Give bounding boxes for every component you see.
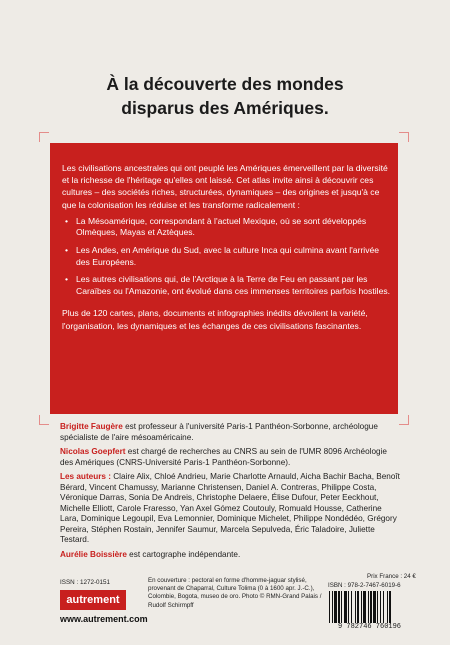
barcode-bar bbox=[351, 591, 352, 623]
headline bbox=[0, 72, 450, 120]
author-bio: Aurélie Boissière est cartographe indépendante. bbox=[60, 549, 241, 559]
crop-mark bbox=[399, 132, 409, 142]
headline-line-2: disparus des Amériques. bbox=[121, 98, 329, 118]
barcode-bar bbox=[341, 591, 342, 623]
barcode-bar bbox=[355, 591, 356, 623]
publisher-logo: autrement bbox=[60, 590, 126, 610]
crop-mark bbox=[39, 415, 49, 425]
author-name: Nicolas Goepfert bbox=[60, 447, 126, 456]
crop-mark bbox=[399, 415, 409, 425]
price: Prix France : 24 € bbox=[367, 573, 416, 580]
barcode-bar bbox=[348, 591, 349, 623]
barcode-bar bbox=[344, 591, 347, 623]
barcode-bar bbox=[370, 591, 372, 623]
barcode-bar bbox=[389, 591, 391, 623]
barcode-bar bbox=[357, 591, 359, 623]
author-name: Aurélie Boissière bbox=[60, 549, 127, 559]
barcode-bar bbox=[368, 591, 369, 623]
blurb-closing: Plus de 120 cartes, plans, documents et infographies inédits dévoilent la variété, l'organisation, les dynamiques et les échanges de ces civilisations fascinantes. bbox=[62, 308, 368, 331]
list-item: • Les autres civilisations qui, de l'Arctique à la Terre de Feu en passant par les Caraïbes ou l'Amazonie, ont évolué dans ces immenses territoires parfois hostiles. bbox=[65, 274, 391, 296]
list-item: • Les Andes, en Amérique du Sud, avec la culture Inca qui culmina avant l'arrivée des Européens. bbox=[65, 245, 380, 267]
author-bio: Brigitte Faugère est professeur à l'université Paris-1 Panthéon-Sorbonne, archéologue spécialiste de l'aire mésoaméricaine. bbox=[60, 422, 378, 442]
list-item: • La Mésoamérique, correspondant à l'actuel Mexique, où se sont développés Olmèques, Mayas et Aztèques. bbox=[65, 215, 367, 238]
barcode bbox=[327, 591, 412, 631]
barcode-bar bbox=[332, 591, 333, 623]
bullet-icon: • bbox=[65, 215, 69, 226]
bullet-icon: • bbox=[65, 274, 69, 285]
barcode-bar bbox=[380, 591, 381, 623]
barcode-bar bbox=[361, 591, 362, 623]
barcode-bar bbox=[373, 591, 376, 623]
author-name: Brigitte Faugère bbox=[60, 422, 123, 431]
crop-mark bbox=[39, 132, 49, 142]
barcode-bar bbox=[383, 591, 384, 623]
barcode-icon bbox=[327, 591, 412, 623]
bullet-icon: • bbox=[65, 245, 69, 255]
authors-section bbox=[60, 422, 400, 564]
headline-line-1: À la découverte des mondes bbox=[106, 74, 344, 94]
barcode-bar bbox=[387, 591, 388, 623]
barcode-bar bbox=[334, 591, 337, 623]
publisher-website[interactable]: www.autrement.com bbox=[60, 614, 148, 624]
contributors-list: Les auteurs : Claire Alix, Chloé Andrieu, Marie Charlotte Arnauld, Aicha Bachir Bacha, Benoît Bérard, Vincent Chamussy, Marianne Christensen, Daniel A. Contreras, Philippe Costa, Véronique Darras, Sonia De Andreis, Christophe Delaere, Élise Dufour, Peter Eeckhout, Michelle Elliott, Carole Fraresso, Yan Axel Gómez Coutouly, Romuald Housse, Catherine Lara, Dominique Legoupil, Eva Lemonnier, Dominique Michelet, Philippe Nondédéo, Grégory Pereira, Stéphen Rostain, Jennifer Saumur, Marcela Sepulveda, Éric Taladoire, Juliette Testard. bbox=[60, 472, 400, 544]
issn: ISSN : 1272-0151 bbox=[60, 579, 111, 586]
blurb-box bbox=[50, 143, 398, 414]
barcode-bar bbox=[377, 591, 378, 623]
contributors-label: Les auteurs : bbox=[60, 472, 111, 481]
blurb-bullets bbox=[62, 216, 392, 298]
blurb-intro: Les civilisations ancestrales qui ont peuplé les Amériques émerveillent par la diversité et la richesse de l'héritage qu'elles ont laissé. Cet atlas invite ainsi à découvrir ces cultures – des sociétés riches, structurées, dynamiques – des origines et jusqu'à ce que la colonisation les réduise et les transforme radicalement : bbox=[62, 163, 388, 210]
author-bio: Nicolas Goepfert est chargé de recherches au CNRS au sein de l'UMR 8096 Archéologie des Amériques (CNRS-Université Paris-1 Panthéon-Sorbonne). bbox=[60, 447, 387, 467]
barcode-bar bbox=[338, 591, 340, 623]
isbn: ISBN : 978-2-7467-6019-6 bbox=[328, 582, 401, 589]
barcode-digits: 9 782746 760196 bbox=[337, 623, 401, 631]
barcode-bar bbox=[363, 591, 366, 623]
barcode-bar bbox=[329, 591, 330, 623]
cover-credit: En couverture : pectoral en forme d'homme-jaguar stylisé, provenant de Chaparral, Culture Tolima (0 à 1600 apr. J.-C.), Colombie, Bogota, museo de oro. Photo © RMN-Grand Palais / Rudolf Schirmpff bbox=[148, 577, 322, 609]
